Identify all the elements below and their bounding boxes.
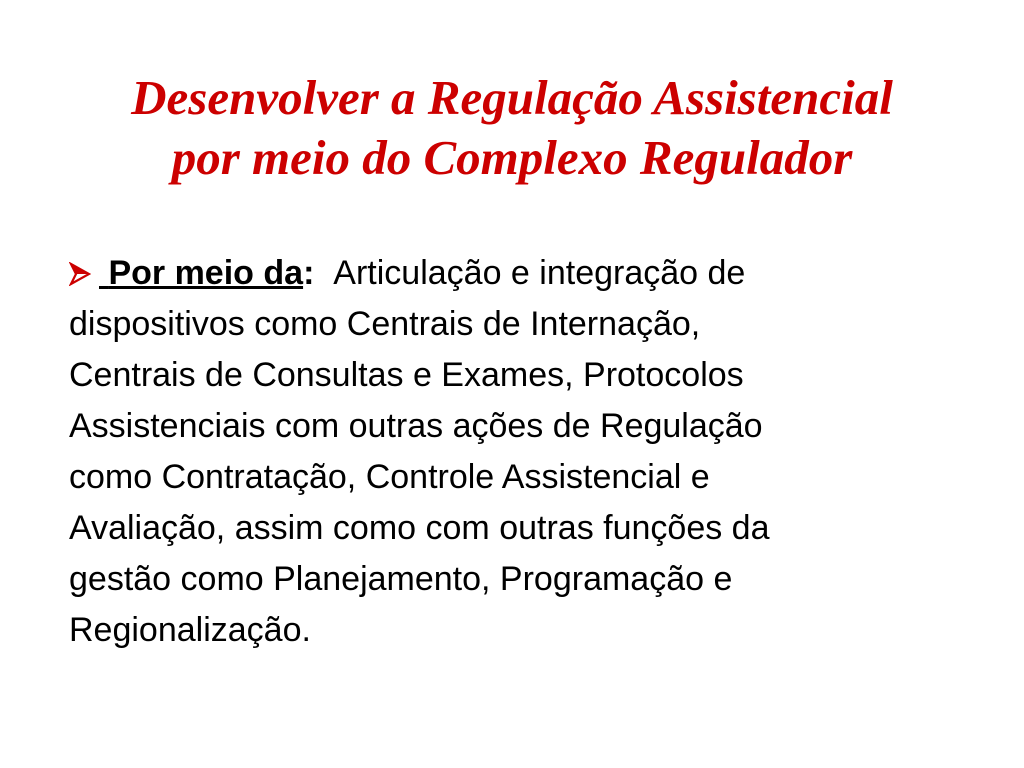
bullet-colon: : (303, 254, 315, 292)
slide-title-line-2: por meio do Complexo Regulador (171, 130, 853, 185)
bullet-text-line-7: gestão como Planejamento, Programação e (69, 560, 733, 598)
bullet-text-line-5: como Contratação, Controle Assistencial e (69, 458, 710, 496)
bullet-text-line-8: Regionalização. (69, 611, 311, 649)
bullet-first-line (69, 248, 969, 299)
bullet-lead-text: Por meio da (108, 254, 304, 292)
bullet-text-line-2: dispositivos como Centrais de Internação, (69, 305, 701, 343)
bullet-text-line-3: Centrais de Consultas e Exames, Protocolos (69, 356, 744, 394)
bullet-paragraph (69, 248, 969, 656)
slide-title (40, 68, 984, 188)
bullet-text-line-4: Assistenciais com outras ações de Regulação (69, 407, 763, 445)
arrowhead-bullet-icon (69, 248, 99, 299)
slide-title-line-1: Desenvolver a Regulação Assistencial (131, 70, 893, 125)
bullet-lead (99, 254, 303, 292)
bullet-text-line-1: Articulação e integração de (333, 254, 746, 292)
bullet-text-line-6: Avaliação, assim como com outras funções da (69, 509, 770, 547)
